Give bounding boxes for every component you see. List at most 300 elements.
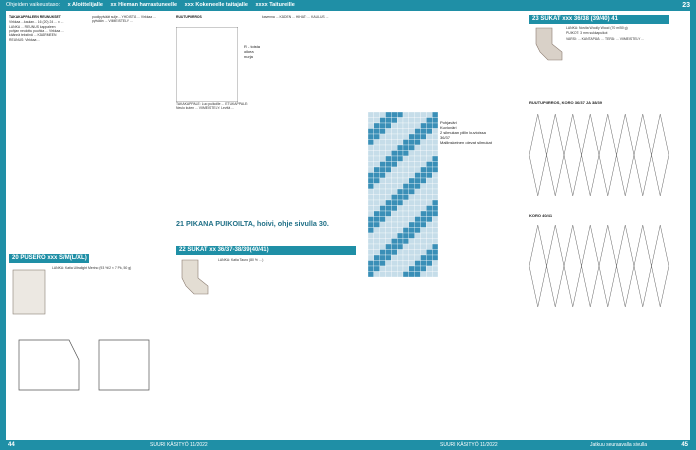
chart-cell [426, 156, 432, 162]
chart-cell [432, 112, 438, 118]
chart-cell [415, 151, 421, 157]
header-level-2: xx Hieman harrastuneelle [110, 2, 178, 8]
chart-cell [415, 167, 421, 173]
chart-cell [380, 112, 386, 118]
chart-cell [409, 178, 415, 184]
text-column-22-b [264, 300, 356, 415]
diamond-shape [617, 225, 635, 307]
chart-cell [409, 195, 415, 201]
chart-cell [415, 178, 421, 184]
diamond-shape [652, 114, 670, 196]
chart-cell [432, 261, 438, 267]
chart-cell [386, 151, 392, 157]
chart-cell [391, 151, 397, 157]
chart-cell [397, 145, 403, 151]
diamond-shape [582, 114, 600, 196]
chart-cell [386, 178, 392, 184]
chart-cell [403, 211, 409, 217]
chart-cell [380, 140, 386, 146]
chart-cell [374, 151, 380, 157]
chart-cell [426, 250, 432, 256]
chart-cell [391, 217, 397, 223]
chart-cell [432, 173, 438, 179]
chart-cell [368, 162, 374, 168]
chart-cell [403, 118, 409, 124]
col20-lanka: LANKA: Katia Ultralight Merino (93 %/2 × 7 Pk, 50 g) [52, 266, 132, 270]
chart-cell [426, 217, 432, 223]
diamond-chart-2 [529, 221, 669, 311]
chart-cell [386, 145, 392, 151]
chart-cell [386, 211, 392, 217]
chart-cell [409, 184, 415, 190]
chart-cell [368, 178, 374, 184]
chart-cell [397, 151, 403, 157]
chart-cell [421, 239, 427, 245]
top-header [0, 0, 696, 11]
chart-cell [415, 272, 421, 278]
chart-cell [432, 211, 438, 217]
chart-cell [415, 211, 421, 217]
chart-cell [421, 173, 427, 179]
chart-cell [432, 123, 438, 129]
chart-cell [368, 200, 374, 206]
chart-cell [432, 239, 438, 245]
chart-cell [426, 255, 432, 261]
chart-cell [432, 266, 438, 272]
chart-cell [397, 233, 403, 239]
chart-cell [374, 162, 380, 168]
chart-cell [386, 162, 392, 168]
chart-cell [374, 129, 380, 135]
chart-cell [391, 261, 397, 267]
chart-cell [421, 134, 427, 140]
col1-title: TAKAKAPPALEEN REUNUKSET [9, 15, 61, 19]
chart-cell [374, 211, 380, 217]
chart-cell [386, 134, 392, 140]
chart-cell [403, 151, 409, 157]
chart-cell [374, 145, 380, 151]
legend-repeat: R - toista [244, 44, 261, 49]
chart-cell [415, 244, 421, 250]
banner-23 [529, 15, 669, 24]
chart-cell [426, 211, 432, 217]
chart-cell [403, 173, 409, 179]
chart-cell [415, 250, 421, 256]
chart-cell [391, 239, 397, 245]
chart-cell [421, 228, 427, 234]
chart-cell [403, 140, 409, 146]
chart-cell [380, 151, 386, 157]
chart-cell [374, 233, 380, 239]
rib-chart [176, 27, 238, 102]
chart-cell [432, 134, 438, 140]
chart-cell [380, 206, 386, 212]
col1-text: Virkkaa ...kaulan... 16 (20) 24 ... x ... LANKA ... REUNUS kappaleen pohjan neulottu puuhka ... Virkkaa ... käännä tekstinä ... KÄÄRMEEN REUNUS: Virkkaa ... [9, 20, 64, 42]
chart-cell [386, 244, 392, 250]
chart-cell [432, 222, 438, 228]
chart-cell [426, 222, 432, 228]
chart-cell [409, 156, 415, 162]
chart-cell [397, 206, 403, 212]
chart-cell [368, 167, 374, 173]
chart-cell [368, 112, 374, 118]
chart-cell [426, 189, 432, 195]
chart-cell [415, 200, 421, 206]
chart-cell [421, 189, 427, 195]
chart-cell [374, 140, 380, 146]
chart-cell [397, 272, 403, 278]
chart-cell [368, 206, 374, 212]
chart-cell [426, 167, 432, 173]
chart-cell [380, 266, 386, 272]
chart-cell [386, 195, 392, 201]
legend-pattern-color: Kuvioväri [440, 125, 457, 130]
chart-cell [397, 173, 403, 179]
col22-lanka: LANKA: Katia Tauro (80 % …) [218, 258, 264, 262]
text-column-22-top [218, 258, 356, 298]
chart-cell [409, 228, 415, 234]
chart-cell [397, 255, 403, 261]
chart-cell [374, 244, 380, 250]
chart-cell [403, 222, 409, 228]
chart-cell [386, 118, 392, 124]
chart-cell [397, 134, 403, 140]
chart-cell [374, 156, 380, 162]
chart-cell [432, 145, 438, 151]
col2-text: puolipylväät sulje... YHDISTÄ ... Virkkaa ... pylvään ... VIIMEISTELY ... [92, 15, 156, 24]
chart-cell [391, 195, 397, 201]
chart-cell [391, 250, 397, 256]
chart-cell [432, 162, 438, 168]
chart-cell [368, 184, 374, 190]
chart-cell [403, 239, 409, 245]
chart-cell [374, 184, 380, 190]
koro-title: KORO 40/41 [529, 213, 553, 218]
chart-cell [391, 211, 397, 217]
chart-cell [421, 145, 427, 151]
footer-bar [0, 440, 696, 450]
chart-cell [426, 145, 432, 151]
chart-cell [386, 233, 392, 239]
chart-cell [391, 266, 397, 272]
chart-cell [409, 145, 415, 151]
chart-cell [421, 156, 427, 162]
chart-cell [374, 167, 380, 173]
chart-cell [432, 140, 438, 146]
chart-cell [432, 189, 438, 195]
chart-cell [421, 255, 427, 261]
header-level-label: Ohjeiden vaikeustaso: [6, 2, 61, 8]
chart-cell [397, 228, 403, 234]
chart-cell [374, 200, 380, 206]
chart-cell [391, 189, 397, 195]
chart-cell [415, 261, 421, 267]
chart-cell [397, 261, 403, 267]
banner-22-size: 36/37-38/39(40/41) [217, 247, 269, 253]
chart-cell [421, 195, 427, 201]
chart-cell [403, 217, 409, 223]
chart-cell [421, 206, 427, 212]
chart-cell [432, 178, 438, 184]
chart-cell [380, 162, 386, 168]
chart-cell [409, 162, 415, 168]
rib-chart-legend [244, 44, 260, 59]
chart-cell [380, 123, 386, 129]
chart-cell [421, 233, 427, 239]
chart-cell [380, 233, 386, 239]
chart-cell [403, 261, 409, 267]
chart-cell [415, 222, 421, 228]
col6-lanka: LANKA: Novita Woolly Wood (70 m/50 g) [566, 26, 628, 30]
chart-cell [374, 123, 380, 129]
chart-cell [380, 167, 386, 173]
chart-cell [426, 195, 432, 201]
chart-cell [368, 244, 374, 250]
footer-caption-left: SUURI KÄSITYÖ 11/2022 [150, 442, 208, 448]
sock-22-illustration [176, 258, 214, 298]
chart-cell [426, 272, 432, 278]
chart-cell [409, 189, 415, 195]
chart-cell [415, 162, 421, 168]
chart-cell [386, 217, 392, 223]
chart-cell [432, 228, 438, 234]
chart-cell [409, 272, 415, 278]
chart-cell [397, 222, 403, 228]
chart-cell [386, 112, 392, 118]
chart-cell [409, 140, 415, 146]
chart-cell [368, 239, 374, 245]
chart-cell [415, 118, 421, 124]
chart-cell [426, 129, 432, 135]
chart-cell [391, 134, 397, 140]
chart-cell [415, 217, 421, 223]
chart-cell [391, 145, 397, 151]
chart-cell [386, 272, 392, 278]
chart-cell [397, 211, 403, 217]
chart-cell [397, 189, 403, 195]
chart-cell [386, 129, 392, 135]
chart-cell [368, 195, 374, 201]
chart-cell [403, 178, 409, 184]
chart-cell [426, 178, 432, 184]
chart-cell [409, 112, 415, 118]
chart-cell [403, 233, 409, 239]
chart-cell [374, 222, 380, 228]
chart-cell [432, 156, 438, 162]
chart-cell [380, 211, 386, 217]
chart-cell [368, 140, 374, 146]
chart-cell [374, 266, 380, 272]
chart-cell [426, 184, 432, 190]
text-column-5 [262, 15, 344, 250]
chart-cell [391, 140, 397, 146]
chart-cell [380, 145, 386, 151]
chart-cell [386, 222, 392, 228]
chart-cell [421, 167, 427, 173]
col6-puikot: PUIKOT: 3 mm sukkapuikot [566, 31, 608, 36]
text-column-22-d [458, 245, 524, 420]
header-level-3: xxx Kokeneelle taitajalle [184, 2, 248, 8]
chart-cell [386, 167, 392, 173]
left-edge-strip [0, 11, 6, 440]
right-edge-strip [690, 11, 696, 440]
chart-cell [421, 140, 427, 146]
header-level-4: xxxx Taitureille [255, 2, 295, 8]
chart-cell [374, 118, 380, 124]
chart-cell [374, 134, 380, 140]
chart-cell [374, 189, 380, 195]
chart-cell [426, 151, 432, 157]
col6-text: VARSI: ... KANTAPÄÄ: ... TERÄ: ... VIIMEISTELY ... [566, 36, 645, 41]
chart-cell [391, 228, 397, 234]
chart-cell [368, 156, 374, 162]
footer-caption-right: SUURI KÄSITYÖ 11/2022 [440, 442, 498, 448]
chart-cell [409, 118, 415, 124]
chart-cell [391, 200, 397, 206]
chart-cell [403, 189, 409, 195]
chart-cell [380, 195, 386, 201]
chart-cell [426, 261, 432, 267]
chart-cell [409, 255, 415, 261]
chart-cell [386, 228, 392, 234]
chart-cell [397, 244, 403, 250]
chart-cell [380, 184, 386, 190]
chart-cell [432, 151, 438, 157]
chart-cell [409, 167, 415, 173]
chart-cell [403, 200, 409, 206]
chart-cell [403, 184, 409, 190]
text-column-22-a [176, 300, 261, 415]
chart-cell [415, 233, 421, 239]
chart-cell [391, 123, 397, 129]
chart-cell [432, 250, 438, 256]
chart-cell [409, 239, 415, 245]
chart-cell [409, 173, 415, 179]
chart-cell [368, 228, 374, 234]
chart-cell [380, 222, 386, 228]
chart-cell [368, 123, 374, 129]
chart-cell [421, 261, 427, 267]
chart-cell [432, 217, 438, 223]
chart-cell [415, 239, 421, 245]
chart-cell [409, 233, 415, 239]
chart-cell [368, 134, 374, 140]
chart-cell [397, 162, 403, 168]
banner-23-level: xxx [562, 16, 573, 22]
chart-cell [397, 184, 403, 190]
chart-cell [368, 129, 374, 135]
chart-cell [403, 244, 409, 250]
chart-cell [409, 129, 415, 135]
chart-cell [432, 184, 438, 190]
chart-cell [386, 123, 392, 129]
chart-cell [415, 112, 421, 118]
chart-cell [391, 173, 397, 179]
chart-cell [386, 189, 392, 195]
chart-cell [426, 118, 432, 124]
chart-cell [386, 173, 392, 179]
chart-cell [368, 272, 374, 278]
chart-cell [374, 228, 380, 234]
chart-cell [403, 206, 409, 212]
chart-cell [374, 250, 380, 256]
diamond-shape [547, 114, 565, 196]
chart-cell [374, 239, 380, 245]
chart-cell [386, 140, 392, 146]
chart-cell [409, 261, 415, 267]
diamond-shape [564, 225, 582, 307]
chart-cell [403, 112, 409, 118]
banner-22 [176, 246, 356, 255]
chart-cell [409, 244, 415, 250]
chart-cell [415, 123, 421, 129]
text-column-1 [9, 15, 65, 250]
chart-cell [380, 134, 386, 140]
chart-cell [380, 217, 386, 223]
banner-22-title: 22 SUKAT xx [179, 247, 216, 253]
chart-cell [409, 217, 415, 223]
chart-cell [386, 266, 392, 272]
diamond-shape [617, 114, 635, 196]
chart-cell [374, 255, 380, 261]
legend-purl: nurja [244, 54, 253, 59]
chart-cell [391, 206, 397, 212]
chart-cell [380, 173, 386, 179]
chart-cell [415, 255, 421, 261]
chart-cell [368, 266, 374, 272]
chart-cell [403, 156, 409, 162]
chart-cell [368, 250, 374, 256]
chart-cell [397, 178, 403, 184]
chart-cell [415, 156, 421, 162]
chart-cell [409, 134, 415, 140]
chart-cell [386, 206, 392, 212]
chart-cell [409, 206, 415, 212]
diamond-shape [634, 114, 652, 196]
chart-cell [374, 272, 380, 278]
chart-cell [397, 156, 403, 162]
chart-cell [421, 151, 427, 157]
diamond-shape [547, 225, 565, 307]
chart-cell [432, 129, 438, 135]
sweater-schematic [9, 330, 159, 400]
chart-cell [380, 228, 386, 234]
chart-cell [415, 145, 421, 151]
chart-cell [380, 200, 386, 206]
chart-cell [397, 195, 403, 201]
chart-cell [391, 272, 397, 278]
legend-decrease: 2 silmukan pillin kuvioissa 36/37 [440, 130, 486, 140]
chart-cell [403, 123, 409, 129]
chart-cell [426, 206, 432, 212]
chart-cell [368, 222, 374, 228]
chart-cell [403, 228, 409, 234]
chart-cell [386, 255, 392, 261]
chart-cell [391, 244, 397, 250]
chart-cell [386, 250, 392, 256]
chart-cell [415, 189, 421, 195]
legend-knit: oikea [244, 49, 254, 54]
chart-cell [403, 255, 409, 261]
chart-cell [432, 200, 438, 206]
chart-cell [421, 211, 427, 217]
chart-cell [391, 167, 397, 173]
chart-cell [368, 145, 374, 151]
chart-cell [380, 178, 386, 184]
chart-cell [386, 184, 392, 190]
chart-cell [368, 118, 374, 124]
chart-23-title: RUUTUPIIRROS, KORO 36/37 JA 38/39 [529, 100, 602, 105]
